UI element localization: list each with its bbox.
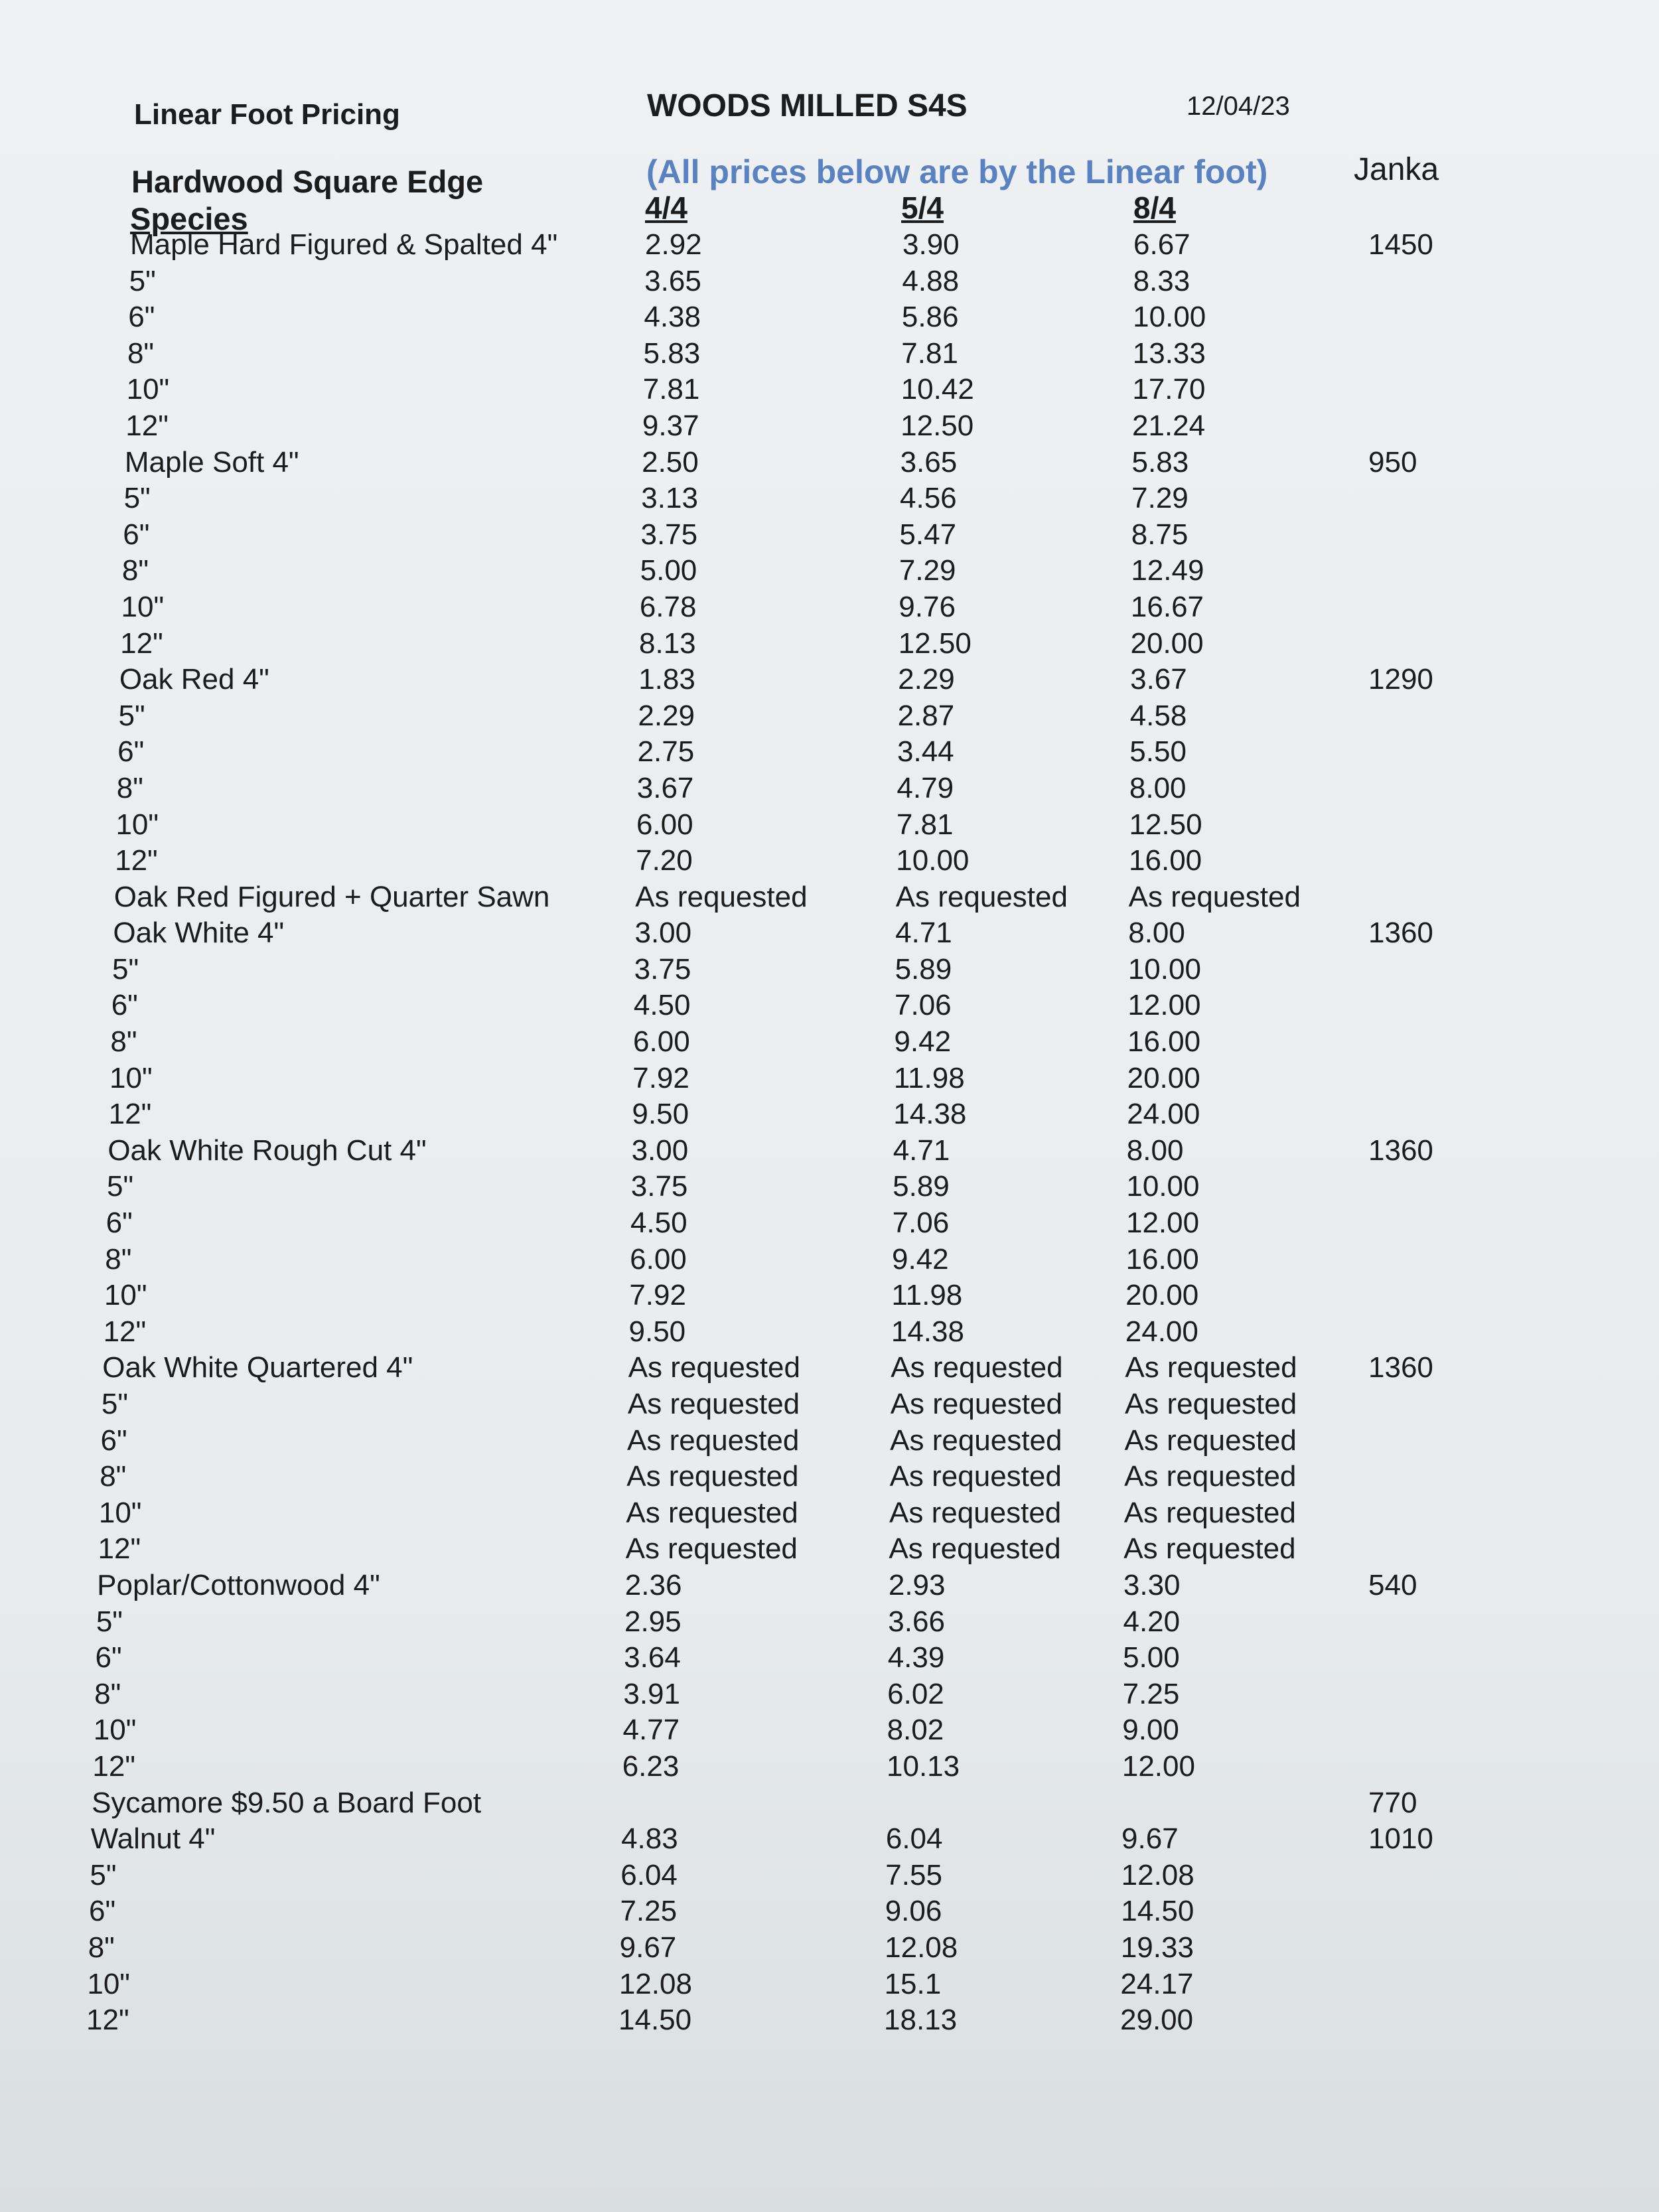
species-cell: 5": [118, 699, 145, 732]
price-8-4-cell: 4.20: [1123, 1605, 1181, 1638]
price-4-4-cell: 14.50: [618, 2004, 692, 2037]
table-row: [0, 1424, 1659, 1461]
price-4-4-cell: 6.04: [620, 1858, 678, 1891]
price-4-4-cell: 4.38: [644, 301, 701, 334]
table-row: [0, 808, 1659, 845]
price-4-4-cell: 5.83: [643, 336, 701, 370]
price-8-4-cell: 10.00: [1127, 952, 1201, 986]
price-4-4-cell: 5.00: [640, 554, 697, 587]
price-8-4-cell: 24.17: [1120, 1967, 1194, 2000]
species-cell: 10": [87, 1967, 130, 2000]
table-row: [0, 1170, 1659, 1207]
janka-cell: 1010: [1368, 1822, 1433, 1856]
price-4-4-cell: 6.23: [622, 1749, 680, 1783]
price-4-4-cell: 7.25: [620, 1895, 678, 1928]
price-5-4-cell: 9.06: [885, 1895, 942, 1928]
price-4-4-cell: 3.00: [634, 917, 692, 950]
price-8-4-cell: 5.83: [1131, 445, 1189, 479]
price-8-4-cell: As requested: [1124, 1460, 1297, 1493]
price-4-4-cell: As requested: [626, 1496, 798, 1529]
species-cell: 6": [128, 301, 155, 334]
species-cell: 6": [100, 1424, 127, 1457]
price-8-4-cell: 24.00: [1127, 1098, 1200, 1131]
price-4-4-cell: 3.64: [624, 1641, 681, 1674]
table-row: [0, 663, 1659, 700]
table-row: [0, 1750, 1659, 1787]
janka-cell: 1360: [1368, 1351, 1433, 1384]
table-row: [0, 482, 1659, 518]
price-4-4-cell: 1.83: [638, 663, 695, 696]
price-4-4-cell: 2.50: [642, 445, 699, 479]
table-row: [0, 1207, 1659, 1243]
price-8-4-cell: 8.75: [1131, 518, 1189, 551]
price-8-4-cell: 21.24: [1131, 409, 1206, 442]
species-cell: 10": [126, 373, 170, 406]
price-5-4-cell: 14.38: [893, 1098, 967, 1131]
species-cell: Maple Soft 4": [124, 445, 299, 479]
table-row: [0, 1351, 1659, 1388]
species-cell: 5": [112, 952, 139, 986]
table-row: [0, 700, 1659, 736]
price-8-4-cell: As requested: [1128, 880, 1301, 913]
price-5-4-cell: 4.71: [895, 917, 952, 950]
price-5-4-cell: 3.65: [900, 445, 958, 479]
species-cell: 8": [88, 1931, 115, 1964]
price-5-4-cell: 2.29: [898, 663, 955, 696]
species-cell: Sycamore $9.50 a Board Foot: [92, 1786, 482, 1819]
price-4-4-cell: As requested: [625, 1532, 798, 1566]
price-5-4-cell: 3.66: [888, 1605, 945, 1638]
price-5-4-cell: 2.93: [888, 1568, 946, 1601]
table-row: [0, 627, 1659, 664]
price-8-4-cell: 16.00: [1129, 844, 1202, 877]
price-4-4-cell: As requested: [627, 1424, 800, 1457]
price-5-4-cell: As requested: [895, 880, 1068, 913]
species-cell: 10": [115, 808, 159, 841]
table-row: [0, 1641, 1659, 1678]
price-5-4-cell: 4.56: [900, 482, 957, 515]
price-4-4-cell: 3.13: [641, 482, 698, 515]
table-row: [0, 1532, 1659, 1569]
table-row: [0, 735, 1659, 772]
price-5-4-cell: 10.00: [896, 844, 970, 877]
price-4-4-cell: 9.67: [619, 1931, 677, 1964]
price-8-4-cell: 7.29: [1131, 482, 1189, 515]
price-5-4-cell: 5.89: [893, 1170, 950, 1203]
linear-foot-pricing-label: Linear Foot Pricing: [134, 98, 400, 131]
price-8-4-cell: 9.67: [1121, 1822, 1179, 1856]
price-5-4-cell: 10.13: [887, 1749, 960, 1783]
price-8-4-cell: 16.00: [1127, 1025, 1201, 1059]
price-8-4-cell: As requested: [1124, 1424, 1297, 1457]
species-cell: 6": [106, 1207, 133, 1240]
price-8-4-cell: 12.08: [1121, 1858, 1194, 1891]
janka-column-header: Janka: [1354, 152, 1439, 187]
species-column-header: Species: [130, 201, 248, 236]
table-row: [0, 1605, 1659, 1642]
price-4-4-cell: As requested: [627, 1388, 800, 1420]
price-8-4-cell: As requested: [1123, 1532, 1296, 1566]
species-cell: 12": [115, 844, 158, 877]
price-8-4-cell: 13.33: [1132, 336, 1206, 370]
price-4-4-cell: 7.92: [629, 1279, 686, 1312]
species-cell: 6": [95, 1641, 122, 1674]
table-row: [0, 265, 1659, 301]
price-4-4-cell: 3.75: [640, 518, 698, 551]
price-4-4-cell: 2.29: [638, 699, 695, 732]
species-cell: 8": [116, 771, 143, 804]
price-5-4-cell: 5.86: [901, 301, 959, 334]
price-8-4-cell: 10.00: [1126, 1170, 1200, 1203]
species-cell: Oak White 4": [113, 917, 285, 950]
price-8-4-cell: 16.67: [1130, 590, 1204, 623]
price-4-4-cell: 8.13: [639, 627, 696, 660]
price-8-4-cell: 29.00: [1120, 2004, 1194, 2037]
price-4-4-cell: 2.75: [637, 735, 695, 769]
species-cell: Oak Red 4": [119, 663, 269, 696]
price-8-4-cell: As requested: [1124, 1388, 1297, 1420]
price-4-4-cell: As requested: [635, 880, 808, 913]
price-5-4-cell: 12.50: [898, 627, 972, 660]
price-5-4-cell: 7.06: [895, 989, 952, 1022]
price-5-4-cell: 12.50: [901, 409, 974, 442]
price-5-4-cell: 3.90: [902, 228, 960, 261]
column-header-4-4: 4/4: [645, 190, 687, 225]
price-4-4-cell: 3.75: [634, 952, 691, 986]
price-5-4-cell: 15.1: [884, 1967, 942, 2000]
janka-cell: 1360: [1368, 917, 1433, 950]
price-4-4-cell: 4.50: [633, 989, 691, 1022]
price-5-4-cell: 4.88: [902, 264, 960, 297]
species-cell: Maple Hard Figured & Spalted 4": [130, 228, 558, 261]
table-row: [0, 1714, 1659, 1750]
table-row: [0, 1388, 1659, 1424]
price-5-4-cell: 12.08: [885, 1931, 958, 1964]
price-5-4-cell: 4.79: [897, 771, 954, 804]
price-8-4-cell: 14.50: [1121, 1895, 1194, 1928]
species-cell: 6": [89, 1895, 116, 1928]
table-row: [0, 518, 1659, 555]
species-cell: 12": [92, 1749, 135, 1783]
table-row: [0, 1678, 1659, 1714]
price-5-4-cell: As requested: [889, 1460, 1062, 1493]
price-8-4-cell: 20.00: [1125, 1279, 1199, 1312]
price-5-4-cell: 9.42: [892, 1242, 949, 1276]
price-4-4-cell: 3.75: [630, 1170, 688, 1203]
price-8-4-cell: 12.00: [1125, 1207, 1200, 1240]
species-cell: 5": [129, 264, 156, 297]
price-8-4-cell: 8.00: [1126, 1134, 1184, 1167]
table-row: [0, 554, 1659, 591]
janka-cell: 950: [1368, 445, 1417, 479]
species-cell: 12": [125, 409, 169, 442]
table-row: [0, 1279, 1659, 1315]
price-4-4-cell: 6.00: [630, 1242, 687, 1276]
price-5-4-cell: 7.81: [896, 808, 954, 841]
price-5-4-cell: 11.98: [891, 1279, 963, 1312]
price-5-4-cell: 9.42: [894, 1025, 952, 1059]
price-8-4-cell: 5.00: [1123, 1641, 1180, 1674]
table-row: [0, 1243, 1659, 1280]
price-8-4-cell: 12.00: [1121, 1749, 1195, 1783]
price-5-4-cell: 7.06: [892, 1207, 950, 1240]
price-8-4-cell: 20.00: [1130, 627, 1204, 660]
species-cell: 6": [117, 735, 145, 769]
price-4-4-cell: 2.95: [624, 1605, 682, 1638]
price-5-4-cell: 7.29: [899, 554, 956, 587]
table-row: [0, 1968, 1659, 2004]
price-5-4-cell: 14.38: [891, 1315, 964, 1348]
species-cell: 10": [121, 590, 165, 623]
price-8-4-cell: 8.33: [1133, 264, 1190, 297]
price-4-4-cell: 7.92: [632, 1061, 689, 1094]
price-8-4-cell: 7.25: [1122, 1677, 1180, 1710]
table-row: [0, 1134, 1659, 1171]
species-cell: 12": [86, 2004, 129, 2037]
price-4-4-cell: 3.00: [631, 1134, 689, 1167]
price-8-4-cell: 12.00: [1127, 989, 1201, 1022]
price-4-4-cell: 2.36: [624, 1568, 682, 1601]
price-5-4-cell: 8.02: [887, 1714, 944, 1747]
price-4-4-cell: 12.08: [618, 1967, 692, 2000]
price-4-4-cell: 9.37: [642, 409, 699, 442]
price-8-4-cell: 3.30: [1123, 1568, 1181, 1601]
table-row: [0, 881, 1659, 917]
table-row: [0, 1025, 1659, 1062]
price-8-4-cell: As requested: [1125, 1351, 1297, 1384]
table-row: [0, 1569, 1659, 1605]
price-5-4-cell: As requested: [891, 1351, 1063, 1384]
price-8-4-cell: 9.00: [1122, 1714, 1179, 1747]
price-5-4-cell: 6.04: [885, 1822, 943, 1856]
species-cell: 8": [121, 554, 149, 587]
table-row: [0, 591, 1659, 627]
price-5-4-cell: As requested: [890, 1424, 1062, 1457]
table-row: [0, 989, 1659, 1025]
section-title: Hardwood Square Edge: [131, 164, 484, 199]
table-row: [0, 1098, 1659, 1134]
price-4-4-cell: 6.78: [639, 590, 697, 623]
species-cell: 10": [109, 1061, 153, 1094]
table-row: [0, 1062, 1659, 1098]
price-4-4-cell: 2.92: [645, 228, 702, 261]
price-4-4-cell: 6.00: [633, 1025, 690, 1059]
price-8-4-cell: 19.33: [1120, 1931, 1194, 1964]
species-cell: 8": [94, 1677, 121, 1710]
species-cell: 8": [105, 1242, 132, 1276]
species-cell: 10": [104, 1279, 147, 1312]
table-row: [0, 409, 1659, 446]
table-row: [0, 1497, 1659, 1533]
species-cell: 5": [90, 1858, 117, 1891]
janka-cell: 1450: [1368, 228, 1433, 261]
price-5-4-cell: 18.13: [884, 2004, 958, 2037]
price-8-4-cell: 12.50: [1129, 808, 1202, 841]
column-header-5-4: 5/4: [901, 190, 944, 225]
table-row: [0, 1859, 1659, 1895]
table-row: [0, 1931, 1659, 1968]
species-cell: Poplar/Cottonwood 4": [97, 1568, 380, 1601]
janka-cell: 540: [1368, 1568, 1417, 1601]
price-5-4-cell: 10.42: [901, 373, 974, 406]
table-row: [0, 373, 1659, 409]
species-cell: 8": [100, 1460, 127, 1493]
table-row: [0, 844, 1659, 881]
price-5-4-cell: As requested: [889, 1496, 1062, 1529]
price-5-4-cell: 4.39: [887, 1641, 945, 1674]
species-cell: 5": [101, 1388, 128, 1420]
species-cell: 12": [98, 1532, 141, 1566]
table-row: [0, 446, 1659, 482]
species-cell: 10": [93, 1714, 137, 1747]
price-5-4-cell: 6.02: [887, 1677, 944, 1710]
table-row: [0, 1315, 1659, 1352]
table-row: [0, 337, 1659, 374]
price-8-4-cell: 12.49: [1131, 554, 1204, 587]
price-5-4-cell: As requested: [889, 1532, 1061, 1566]
table-row: [0, 1787, 1659, 1823]
table-row: [0, 917, 1659, 953]
species-cell: Oak White Quartered 4": [102, 1351, 413, 1384]
table-row: [0, 1895, 1659, 1931]
species-cell: 5": [96, 1605, 123, 1638]
janka-cell: 770: [1368, 1786, 1417, 1819]
price-5-4-cell: 7.55: [885, 1858, 942, 1891]
price-8-4-cell: 6.67: [1133, 228, 1190, 261]
species-cell: 5": [123, 482, 151, 515]
pricing-note: (All prices below are by the Linear foot): [646, 153, 1268, 190]
price-8-4-cell: 17.70: [1132, 373, 1206, 406]
species-cell: 12": [103, 1315, 147, 1348]
price-4-4-cell: As requested: [628, 1351, 800, 1384]
species-cell: 8": [110, 1025, 137, 1059]
price-4-4-cell: 9.50: [628, 1315, 686, 1348]
price-4-4-cell: 3.65: [644, 264, 701, 297]
price-8-4-cell: 16.00: [1125, 1242, 1199, 1276]
species-cell: 5": [106, 1170, 134, 1203]
table-row: [0, 953, 1659, 990]
date-label: 12/04/23: [1187, 92, 1290, 121]
price-5-4-cell: 7.81: [901, 336, 958, 370]
price-4-4-cell: 4.77: [622, 1714, 680, 1747]
species-cell: Oak White Rough Cut 4": [108, 1134, 427, 1167]
price-5-4-cell: 4.71: [893, 1134, 950, 1167]
price-5-4-cell: 2.87: [897, 699, 955, 732]
price-4-4-cell: 3.67: [636, 771, 694, 804]
price-table: [0, 228, 1659, 2040]
species-cell: Walnut 4": [90, 1822, 216, 1856]
species-cell: 6": [123, 518, 150, 551]
price-4-4-cell: 4.83: [621, 1822, 678, 1856]
column-header-8-4: 8/4: [1133, 190, 1176, 225]
price-8-4-cell: 10.00: [1133, 301, 1206, 334]
table-row: [0, 1460, 1659, 1497]
price-4-4-cell: 4.50: [630, 1207, 687, 1240]
price-8-4-cell: 5.50: [1129, 735, 1187, 769]
price-4-4-cell: 3.91: [623, 1677, 680, 1710]
price-8-4-cell: 8.00: [1128, 917, 1185, 950]
page-title: WOODS MILLED S4S: [647, 88, 968, 123]
table-row: [0, 228, 1659, 265]
price-4-4-cell: 6.00: [636, 808, 693, 841]
price-4-4-cell: 9.50: [632, 1098, 689, 1131]
price-5-4-cell: 5.89: [895, 952, 952, 986]
species-cell: 10": [98, 1496, 142, 1529]
price-4-4-cell: 7.20: [636, 844, 693, 877]
price-5-4-cell: 9.76: [899, 590, 956, 623]
price-8-4-cell: 20.00: [1127, 1061, 1200, 1094]
table-row: [0, 1822, 1659, 1859]
species-cell: 12": [120, 627, 163, 660]
price-4-4-cell: As requested: [626, 1460, 799, 1493]
price-5-4-cell: 3.44: [897, 735, 954, 769]
species-cell: Oak Red Figured + Quarter Sawn: [113, 880, 550, 913]
table-row: [0, 301, 1659, 337]
price-8-4-cell: As requested: [1123, 1496, 1296, 1529]
table-row: [0, 2004, 1659, 2040]
price-5-4-cell: 5.47: [899, 518, 957, 551]
price-5-4-cell: 11.98: [893, 1061, 965, 1094]
species-cell: 12": [108, 1098, 152, 1131]
price-8-4-cell: 4.58: [1129, 699, 1187, 732]
species-cell: 8": [127, 336, 155, 370]
janka-cell: 1290: [1368, 663, 1433, 696]
janka-cell: 1360: [1368, 1134, 1433, 1167]
price-8-4-cell: 3.67: [1130, 663, 1187, 696]
price-4-4-cell: 7.81: [642, 373, 700, 406]
species-cell: 6": [111, 989, 138, 1022]
price-8-4-cell: 24.00: [1125, 1315, 1198, 1348]
price-5-4-cell: As requested: [890, 1388, 1062, 1420]
table-row: [0, 772, 1659, 808]
price-8-4-cell: 8.00: [1129, 771, 1187, 804]
